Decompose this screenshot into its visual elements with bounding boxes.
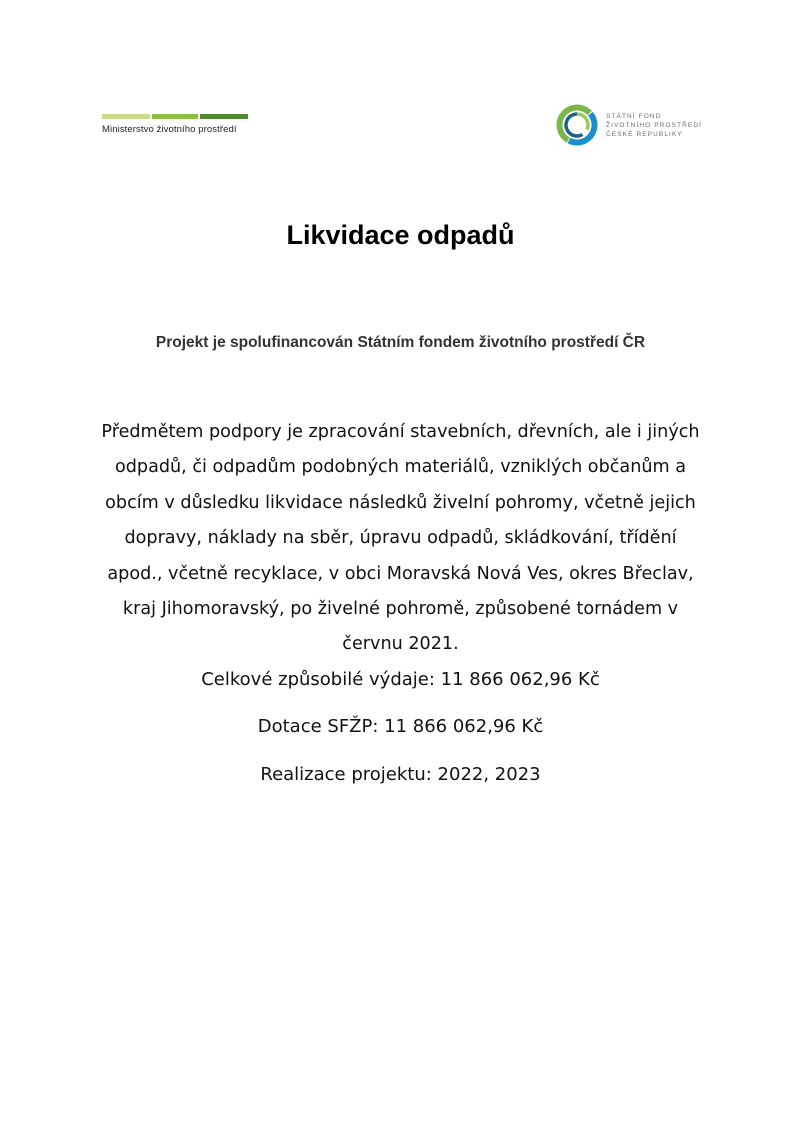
ministry-logo-bar-dark: [200, 114, 248, 119]
ministry-logo-bars: [102, 114, 252, 119]
project-description: Předmětem podpory je zpracování stavebních, dřevních, ale i jiných odpadů, či odpadům podobných materiálů, vzniklých občanům a obcím v důsledku likvidace následků živelní pohromy, včetně jejich dopravy, náklady na sběr, úpravu odpadů, skládkování, třídění apod., včetně recyklace, v obci Moravská Nová Ves, okres Břeclav, kraj Jihomoravský, po živelné pohromě, způsobené tornádem v červnu 2021.: [101, 422, 700, 655]
state-fund-logo-line: ČESKÉ REPUBLIKY: [606, 130, 683, 138]
ministry-logo: [102, 114, 252, 144]
state-fund-logo-text: [606, 112, 702, 139]
ministry-logo-text: Ministerstvo životního prostředí: [102, 124, 237, 135]
ministry-logo-bar-light: [102, 114, 150, 119]
state-fund-emblem-icon: [556, 104, 598, 146]
state-fund-logo-line: STÁTNÍ FOND: [606, 112, 662, 120]
funding-subtitle: Projekt je spolufinancován Státním fondem životního prostředí ČR: [155, 334, 646, 351]
page-title: Likvidace odpadů: [286, 220, 515, 250]
state-fund-logo: [556, 103, 736, 147]
subsidy-amount: Dotace SFŽP: 11 866 062,96 Kč: [257, 716, 544, 737]
state-fund-logo-line: ŽIVOTNÍHO PROSTŘEDÍ: [606, 121, 703, 129]
eligible-costs: Celkové způsobilé výdaje: 11 866 062,96 Kč: [201, 669, 600, 690]
ministry-logo-bar-mid: [152, 114, 198, 119]
implementation-years: Realizace projektu: 2022, 2023: [260, 764, 541, 785]
